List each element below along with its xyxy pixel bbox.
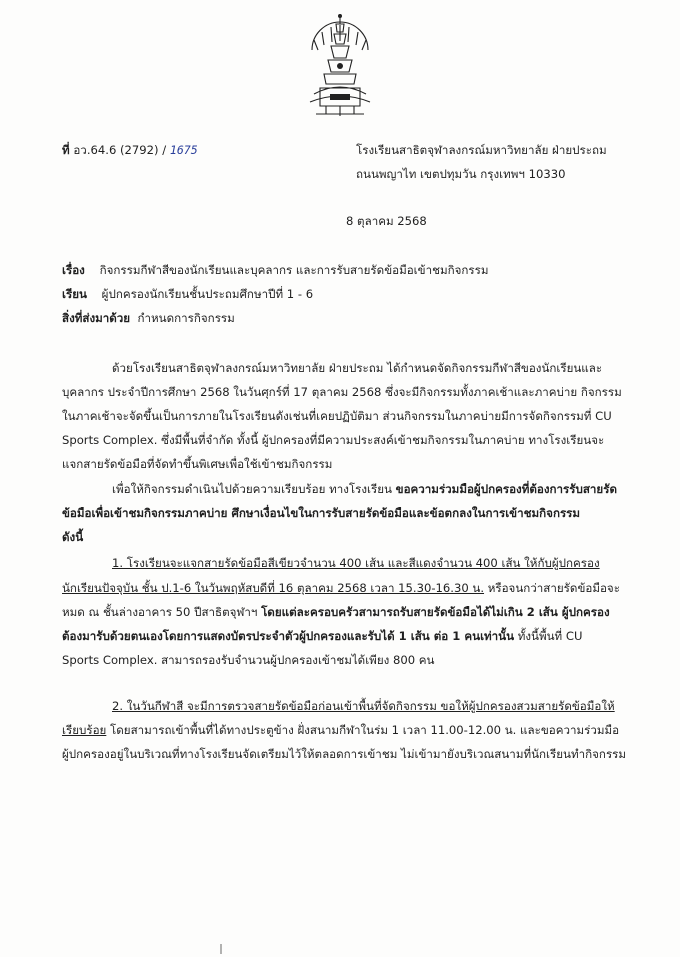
paragraph-1-line-1: ด้วยโรงเรียนสาธิตจุฬาลงกรณ์มหาวิทยาลัย ฝ่ายประถม ได้กำหนดจัดกิจกรรมกีฬาสีของนักเรียนและ <box>112 361 603 375</box>
reference-number: อว.64.6 (2792) / <box>73 143 170 157</box>
paragraph-2-line-2: ข้อมือเพื่อเข้าชมกิจกรรมภาคบ่าย ศึกษาเงื่อนไขในการรับสายรัดข้อมือและข้อตกลงในการเข้าชมกิจกรรม <box>62 506 581 520</box>
ink-mark-icon <box>218 944 224 954</box>
letter-date: 8 ตุลาคม 2568 <box>346 214 427 228</box>
item-2-line-3: ผู้ปกครองอยู่ในบริเวณที่ทางโรงเรียนจัดเตรียมไว้ให้ตลอดการเข้าชม ไม่เข้ามายังบริเวณสนามที่นักเรียนทำกิจกรรม <box>62 747 627 761</box>
item-1-line-2 <box>62 582 620 596</box>
paragraph-1-line-4: Sports Complex. ซึ่งมีพื้นที่จำกัด ทั้งนี้ ผู้ปกครองที่มีความประสงค์เข้าชมกิจกรรมในภาคบ่าย ทางโรงเรียนจะ <box>62 433 605 447</box>
university-emblem-icon <box>300 10 380 122</box>
item-1-line-4 <box>62 630 582 644</box>
paragraph-2-intro: เพื่อให้กิจกรรมดำเนินไปด้วยความเรียบร้อย ทางโรงเรียน <box>112 482 396 496</box>
handwritten-reference: 1675 <box>169 143 198 157</box>
paragraph-2-line-3: ดังนี้ <box>62 530 84 544</box>
subject-label: เรื่อง <box>62 263 85 277</box>
addressee-label: เรียน <box>62 287 87 301</box>
item-1-line-5: Sports Complex. สามารถรองรับจำนวนผู้ปกครองเข้าชมได้เพียง 800 คน <box>62 653 435 667</box>
enclosure-line <box>62 312 235 326</box>
item-1-requirement: ต้องมารับด้วยตนเองโดยการแสดงบัตรประจำตัวผู้ปกครองและรับได้ 1 เส้น ต่อ 1 คนเท่านั้น <box>62 629 515 643</box>
paragraph-2-line-1 <box>112 483 617 497</box>
item-2-line-1: 2. ในวันกีฬาสี จะมีการตรวจสายรัดข้อมือก่อนเข้าพื้นที่จัดกิจกรรม ขอให้ผู้ปกครองสวมสายรัดข้อมือให้ <box>112 699 615 713</box>
addressee-text: ผู้ปกครองนักเรียนชั้นประถมศึกษาปีที่ 1 - 6 <box>101 287 314 301</box>
item-1-limit: โดยแต่ละครอบครัวสามารถรับสายรัดข้อมือได้ไม่เกิน 2 เส้น ผู้ปกครอง <box>261 605 610 619</box>
addressee-line <box>62 288 313 302</box>
item-1-date-time: นักเรียนปัจจุบัน ชั้น ป.1-6 ในวันพฤหัสบดีที่ 16 ตุลาคม 2568 เวลา 15.30-16.30 น. <box>62 581 485 595</box>
item-1-line-3 <box>62 606 610 620</box>
item-2-line-2 <box>62 724 619 738</box>
reference-line <box>62 144 198 158</box>
item-1-line-2-rest: หรือจนกว่าสายรัดข้อมือจะ <box>484 581 620 595</box>
item-1-location: หมด ณ ชั้นล่างอาคาร 50 ปีสาธิตจุฬาฯ <box>62 605 262 619</box>
paragraph-1-line-2: บุคลากร ประจำปีการศึกษา 2568 ในวันศุกร์ที่ 17 ตุลาคม 2568 ซึ่งจะมีกิจกรรมทั้งภาคเช้าและภาคบ่าย กิจกรรม <box>62 385 622 399</box>
enclosure-label: สิ่งที่ส่งมาด้วย <box>62 311 131 325</box>
enclosure-text: กำหนดการกิจกรรม <box>137 311 235 325</box>
reference-label: ที่ <box>62 143 70 157</box>
organization-address: ถนนพญาไท เขตปทุมวัน กรุงเทพฯ 10330 <box>356 167 566 181</box>
item-2-underlined: เรียบร้อย <box>62 723 107 737</box>
item-2-line-2-rest: โดยสามารถเข้าพื้นที่ได้ทางประตูข้าง ฝั่งสนามกีฬาในร่ม 1 เวลา 11.00-12.00 น. และขอความร่วมมือ <box>106 723 620 737</box>
paragraph-2-request: ขอความร่วมมือผู้ปกครองที่ต้องการรับสายรัด <box>395 482 617 496</box>
subject-line <box>62 264 489 278</box>
item-1-line-4-rest: ทั้งนี้พื้นที่ CU <box>514 629 583 643</box>
paragraph-1-line-3: ในภาคเช้าจะจัดขึ้นเป็นการภายในโรงเรียนดังเช่นที่เคยปฏิบัติมา ส่วนกิจกรรมในภาคบ่ายมีการจัดกิจกรรมที่ CU <box>62 409 612 423</box>
item-1-line-1: 1. โรงเรียนจะแจกสายรัดข้อมือสีเขียวจำนวน 400 เส้น และสีแดงจำนวน 400 เส้น ให้กับผู้ปกครอง <box>112 556 600 570</box>
paragraph-1-line-5: แจกสายรัดข้อมือที่จัดทำขึ้นพิเศษเพื่อใช้เข้าชมกิจกรรม <box>62 457 333 471</box>
organization-name: โรงเรียนสาธิตจุฬาลงกรณ์มหาวิทยาลัย ฝ่ายประถม <box>356 143 607 157</box>
subject-text: กิจกรรมกีฬาสีของนักเรียนและบุคลากร และการรับสายรัดข้อมือเข้าชมกิจกรรม <box>99 263 489 277</box>
